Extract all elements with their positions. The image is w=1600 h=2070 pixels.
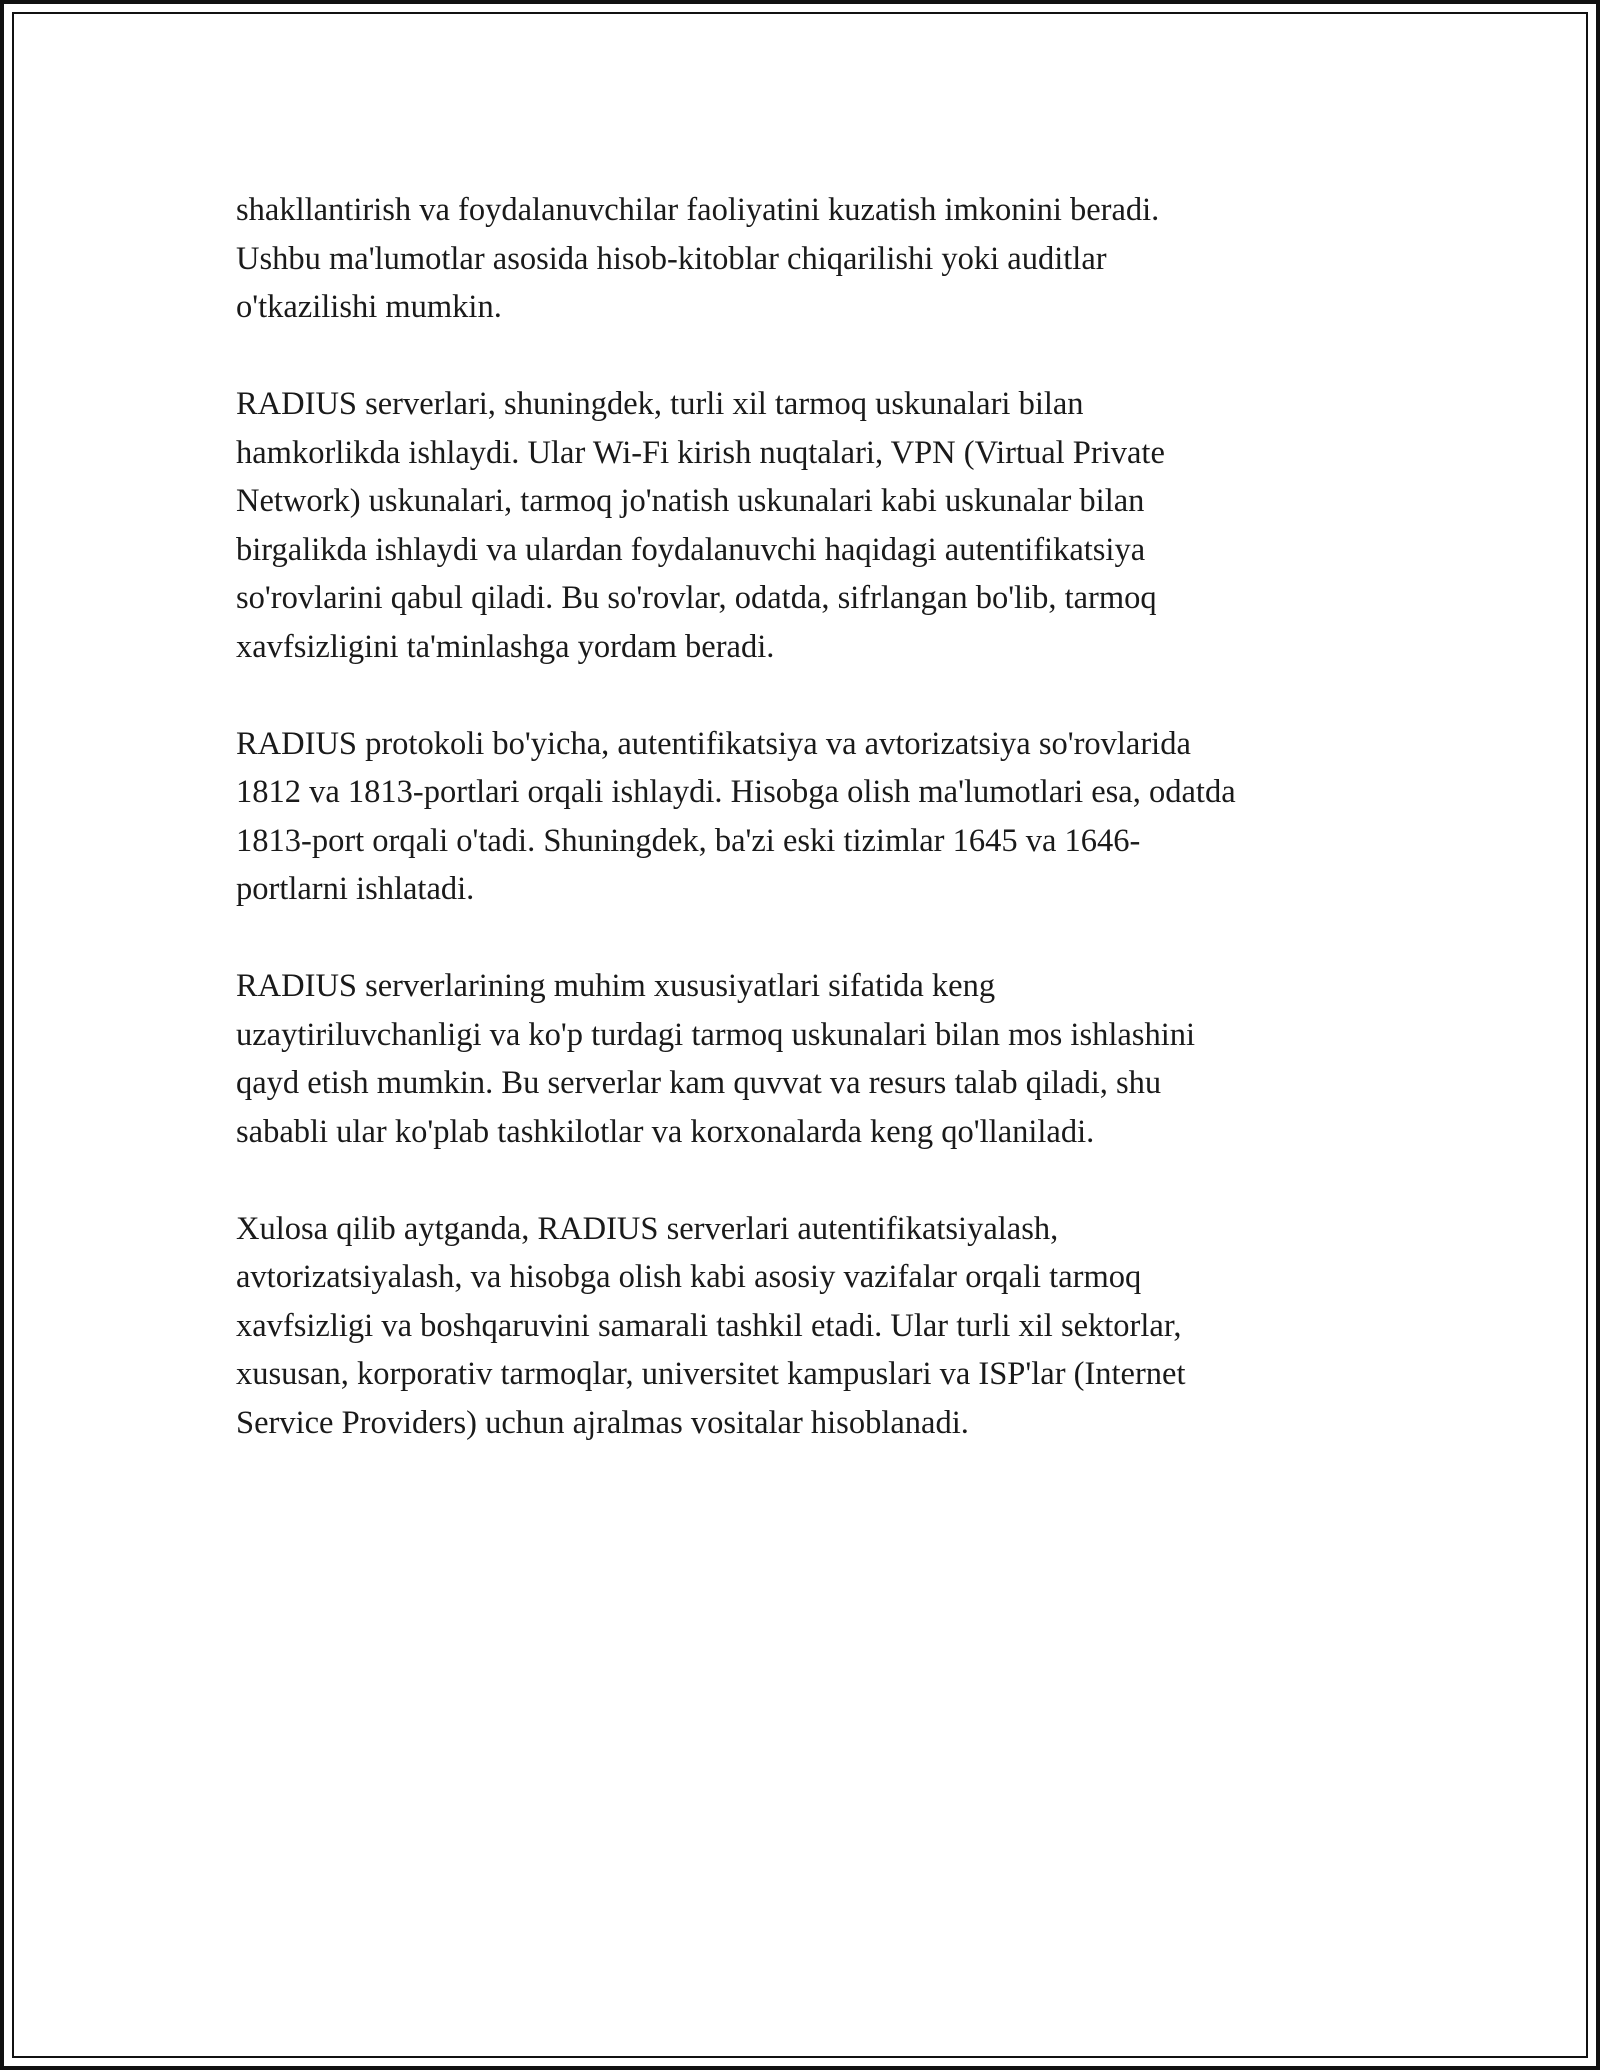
document-body [236, 186, 1386, 1496]
paragraph-server-features: RADIUS serverlarining muhim xususiyatlari sifatida keng uzaytiriluvchanligi va ko'p turdagi tarmoq uskunalari bilan mos ishlashini qayd etish mumkin. Bu serverlar kam quvvat va resurs talab qiladi, shu sababli ular ko'plab tashkilotlar va korxonalarda keng qo'llaniladi. [236, 968, 1196, 1150]
paragraph-accounting-summary: shakllantirish va foydalanuvchilar faoliyatini kuzatish imkonini beradi. Ushbu ma'lumotlar asosida hisob-kitoblar chiqarilishi yoki auditlar o'tkazilishi mumkin. [236, 192, 1160, 325]
paragraph-network-devices: RADIUS serverlari, shuningdek, turli xil tarmoq uskunalari bilan hamkorlikda ishlaydi. Ular Wi-Fi kirish nuqtalari, VPN (Virtual Private Network) uskunalari, tarmoq jo'natish uskunalari kabi uskunalar bilan birgalikda ishlaydi va ulardan foydalanuvchi haqidagi autentifikatsiya so'rovlarini qabul qiladi. Bu so'rovlar, odatda, sifrlangan bo'lib, tarmoq xavfsizligini ta'minlashga yordam beradi. [236, 386, 1165, 665]
paragraph-radius-ports: RADIUS protokoli bo'yicha, autentifikatsiya va avtorizatsiya so'rovlarida 1812 va 1813-portlari orqali ishlaydi. Hisobga olish ma'lumotlari esa, odatda 1813-port orqali o'tadi. Shuningdek, ba'zi eski tizimlar 1645 va 1646- portlarni ishlatadi. [236, 725, 1236, 907]
paragraph-conclusion: Xulosa qilib aytganda, RADIUS serverlari autentifikatsiyalash, avtorizatsiyalash, va hisobga olish kabi asosiy vazifalar orqali tarmoq xavfsizligi va boshqaruvini samarali tashkil etadi. Ular turli xil sektorlar, xususan, korporativ tarmoqlar, universitet kampuslari va ISP'lar (Internet Service Providers) uchun ajralmas vositalar hisoblanadi. [236, 1210, 1186, 1441]
